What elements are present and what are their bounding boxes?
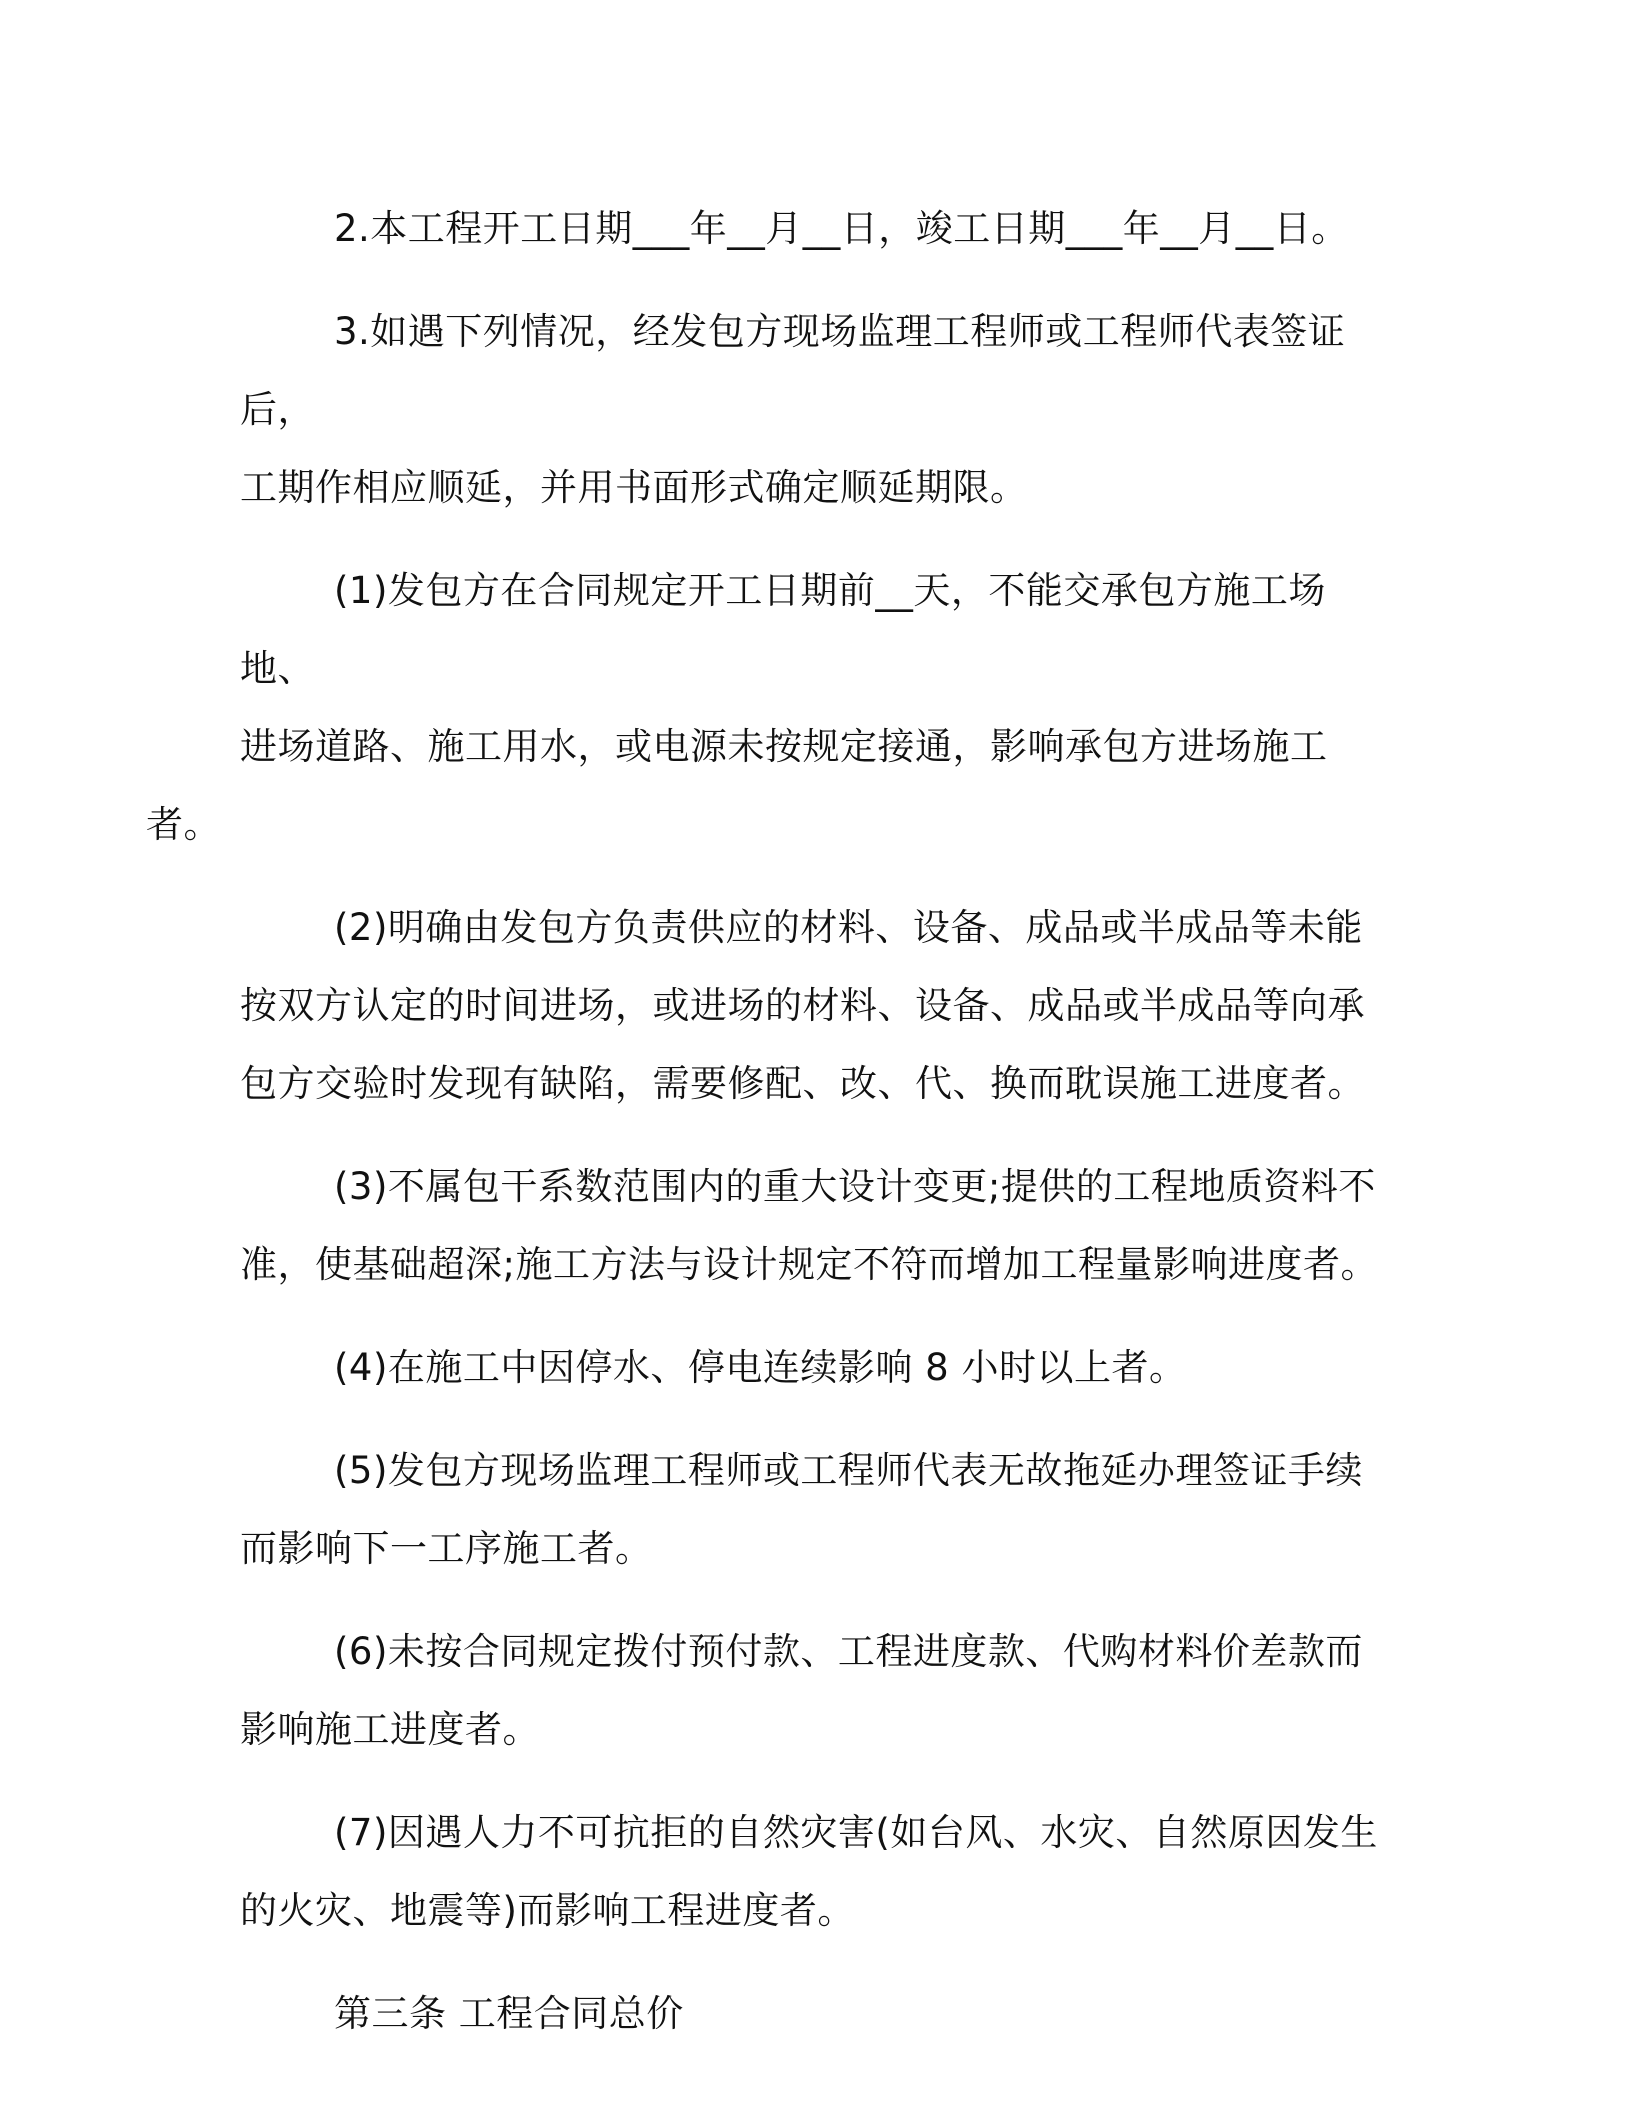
paragraph-line: (4)在施工中因停水、停电连续影响 8 小时以上者。 (334, 1346, 1187, 1389)
paragraph-item-3 (240, 1148, 1400, 1304)
paragraph-line: 包方交验时发现有缺陷，需要修配、改、代、换而耽误施工进度者。 (240, 1062, 1365, 1105)
paragraph-line: (2)明确由发包方负责供应的材料、设备、成品或半成品等未能 (334, 906, 1363, 949)
paragraph-line: 准，使基础超深;施工方法与设计规定不符而增加工程量影响进度者。 (240, 1243, 1378, 1286)
paragraph-item-7 (240, 1794, 1400, 1950)
paragraph-item-1 (146, 552, 1400, 864)
paragraph-commencement-completion-dates (240, 190, 1400, 268)
paragraph-line: 2.本工程开工日期___年__月__日，竣工日期___年__月__日。 (334, 207, 1349, 250)
paragraph-line: 的火灾、地震等)而影响工程进度者。 (240, 1889, 855, 1932)
paragraph-line: (7)因遇人力不可抗拒的自然灾害(如台风、水灾、自然原因发生 (334, 1811, 1378, 1854)
paragraph-line: (6)未按合同规定拨付预付款、工程进度款、代购材料价差款而 (334, 1630, 1363, 1673)
paragraph-item-2 (240, 889, 1400, 1123)
paragraph-line: 影响施工进度者。 (240, 1708, 540, 1751)
paragraph-item-6 (240, 1613, 1400, 1769)
section-heading-article-3 (240, 1975, 1400, 2053)
paragraph-item-4 (240, 1329, 1400, 1407)
paragraph-line: 3.如遇下列情况，经发包方现场监理工程师或工程师代表签证后， (240, 310, 1346, 431)
paragraph-line: (3)不属包干系数范围内的重大设计变更;提供的工程地质资料不 (334, 1165, 1376, 1208)
paragraph-line: 进场道路、施工用水，或电源未按规定接通，影响承包方进场施工者。 (146, 725, 1328, 846)
document-body (146, 190, 1400, 2078)
paragraph-extension-conditions (240, 293, 1400, 527)
paragraph-item-5 (240, 1432, 1400, 1588)
paragraph-line: 而影响下一工序施工者。 (240, 1527, 653, 1570)
paragraph-line: 按双方认定的时间进场，或进场的材料、设备、成品或半成品等向承 (240, 984, 1365, 1027)
paragraph-line: (5)发包方现场监理工程师或工程师代表无故拖延办理签证手续 (334, 1449, 1363, 1492)
paragraph-line: (1)发包方在合同规定开工日期前__天，不能交承包方施工场地、 (240, 569, 1326, 690)
heading-text: 第三条 工程合同总价 (334, 1992, 684, 2035)
paragraph-line: 工期作相应顺延，并用书面形式确定顺延期限。 (240, 466, 1028, 509)
